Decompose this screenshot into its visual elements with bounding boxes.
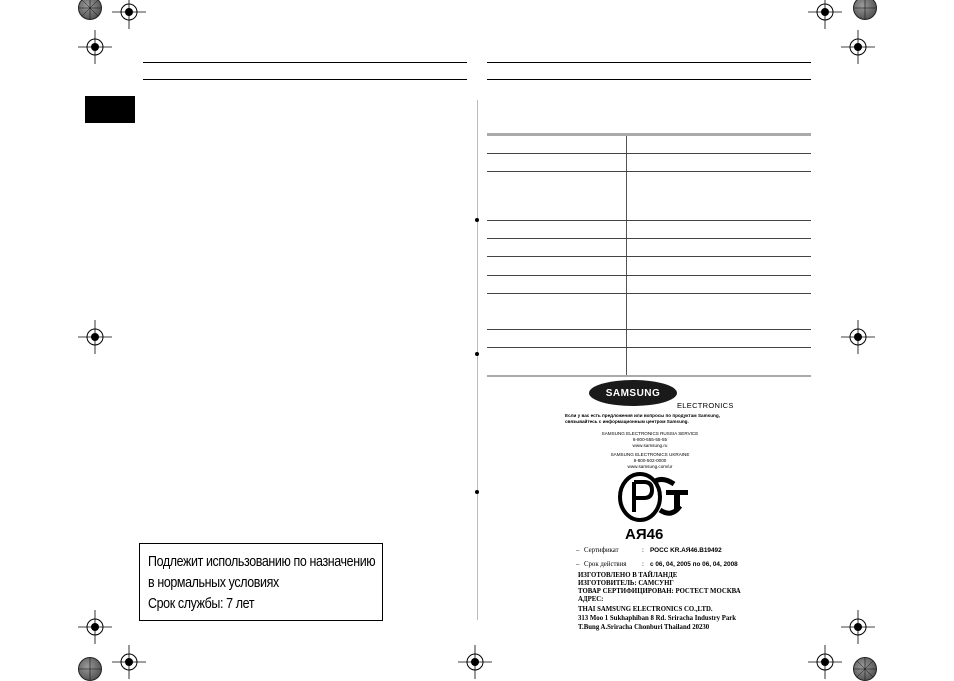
maker-line: ИЗГОТОВИТЕЛЬ: САМСУНГ bbox=[578, 580, 674, 587]
spec-table-row-line bbox=[487, 293, 811, 294]
russia-service-phone: 8-800-555-55-55 bbox=[632, 437, 668, 442]
registration-mark-icon bbox=[78, 320, 112, 354]
address-line-2: T.Bung A.Sriracha Chonburi Thailand 20230 bbox=[578, 624, 710, 631]
right-page-side-rule bbox=[477, 100, 478, 620]
notice-line-2: в нормальных условиях bbox=[148, 575, 279, 591]
electronics-label: ELECTRONICS bbox=[677, 401, 734, 410]
russia-service-web: www.samsung.ru bbox=[632, 443, 668, 448]
ukraine-service-name: SAMSUNG ELECTRONICS UKRAINE bbox=[610, 452, 690, 457]
registration-mark-icon bbox=[78, 30, 112, 64]
spec-table-row-line bbox=[487, 220, 811, 221]
registration-mark-icon bbox=[78, 610, 112, 644]
notice-line-3: Срок службы: 7 лет bbox=[148, 596, 255, 612]
language-tab-marker bbox=[85, 96, 135, 123]
right-header-rule-top bbox=[487, 62, 811, 63]
ukraine-service-web: www.samsung.com/ur bbox=[627, 464, 673, 469]
russia-service-name: SAMSUNG ELECTRONICS RUSSIA SERVICE bbox=[601, 431, 699, 436]
registration-mark-icon bbox=[841, 320, 875, 354]
certificate-dash: – bbox=[576, 547, 580, 554]
contact-intro-line-2: связывайтесь с информационным центром Samsung. bbox=[565, 419, 689, 424]
made-in-line: ИЗГОТОВЛЕНО В ТАЙЛАНДЕ bbox=[578, 572, 678, 579]
validity-colon: : bbox=[642, 561, 644, 568]
left-header-rule-top bbox=[143, 62, 467, 63]
spec-table-footer-rule bbox=[487, 375, 811, 377]
right-header-rule-bottom bbox=[487, 79, 811, 80]
registration-mark-icon bbox=[841, 610, 875, 644]
spec-table-header-rule bbox=[487, 133, 811, 136]
left-header-rule-bottom bbox=[143, 79, 467, 80]
bullet-dot bbox=[475, 352, 479, 356]
validity-dash: – bbox=[576, 561, 580, 568]
spec-table-row-line bbox=[487, 329, 811, 330]
spec-table-row-line bbox=[487, 347, 811, 348]
notice-line-1: Подлежит использованию по назначению bbox=[148, 554, 376, 570]
company-name: THAI SAMSUNG ELECTRONICS CO.,LTD. bbox=[578, 606, 713, 613]
validity-dates: с 06, 04, 2005 по 06, 04, 2008 bbox=[650, 561, 738, 568]
contact-intro-line-1: Если у вас есть предложения или вопросы по продуктам Samsung, bbox=[565, 413, 720, 418]
address-line-1: 313 Moo 1 Sukhaphiban 8 Rd. Sriracha Industry Park bbox=[578, 615, 737, 622]
certificate-colon: : bbox=[642, 547, 644, 554]
pct-certification-mark-icon bbox=[612, 470, 692, 530]
spec-table-row-line bbox=[487, 171, 811, 172]
pct-cert-code: АЯ46 bbox=[625, 526, 664, 543]
registration-mark-icon bbox=[112, 0, 146, 29]
address-label: АДРЕС: bbox=[578, 596, 604, 603]
certificate-number: РОСС KR.АЯ46.В19492 bbox=[650, 547, 722, 554]
corner-color-target-icon bbox=[853, 657, 877, 681]
certified-by-line: ТОВАР СЕРТИФИЦИРОВАН: РОСТЕСТ МОСКВА bbox=[578, 588, 741, 595]
samsung-logo bbox=[589, 380, 677, 406]
usage-notice-box bbox=[139, 543, 383, 621]
corner-color-target-icon bbox=[78, 657, 102, 681]
validity-label: Срок действия bbox=[584, 561, 627, 568]
bullet-dot bbox=[475, 218, 479, 222]
samsung-logo-text: SAMSUNG bbox=[605, 387, 661, 399]
spec-table-row-line bbox=[487, 275, 811, 276]
ukraine-service-phone: 8-800-502-0000 bbox=[633, 458, 667, 463]
registration-mark-icon bbox=[808, 0, 842, 29]
bullet-dot bbox=[475, 490, 479, 494]
spec-table-row-line bbox=[487, 153, 811, 154]
spec-table-row-line bbox=[487, 256, 811, 257]
corner-color-target-icon bbox=[853, 0, 877, 20]
certificate-label: Сертификат bbox=[584, 547, 619, 554]
spec-table-row-line bbox=[487, 238, 811, 239]
corner-color-target-icon bbox=[78, 0, 102, 20]
registration-mark-icon bbox=[841, 30, 875, 64]
